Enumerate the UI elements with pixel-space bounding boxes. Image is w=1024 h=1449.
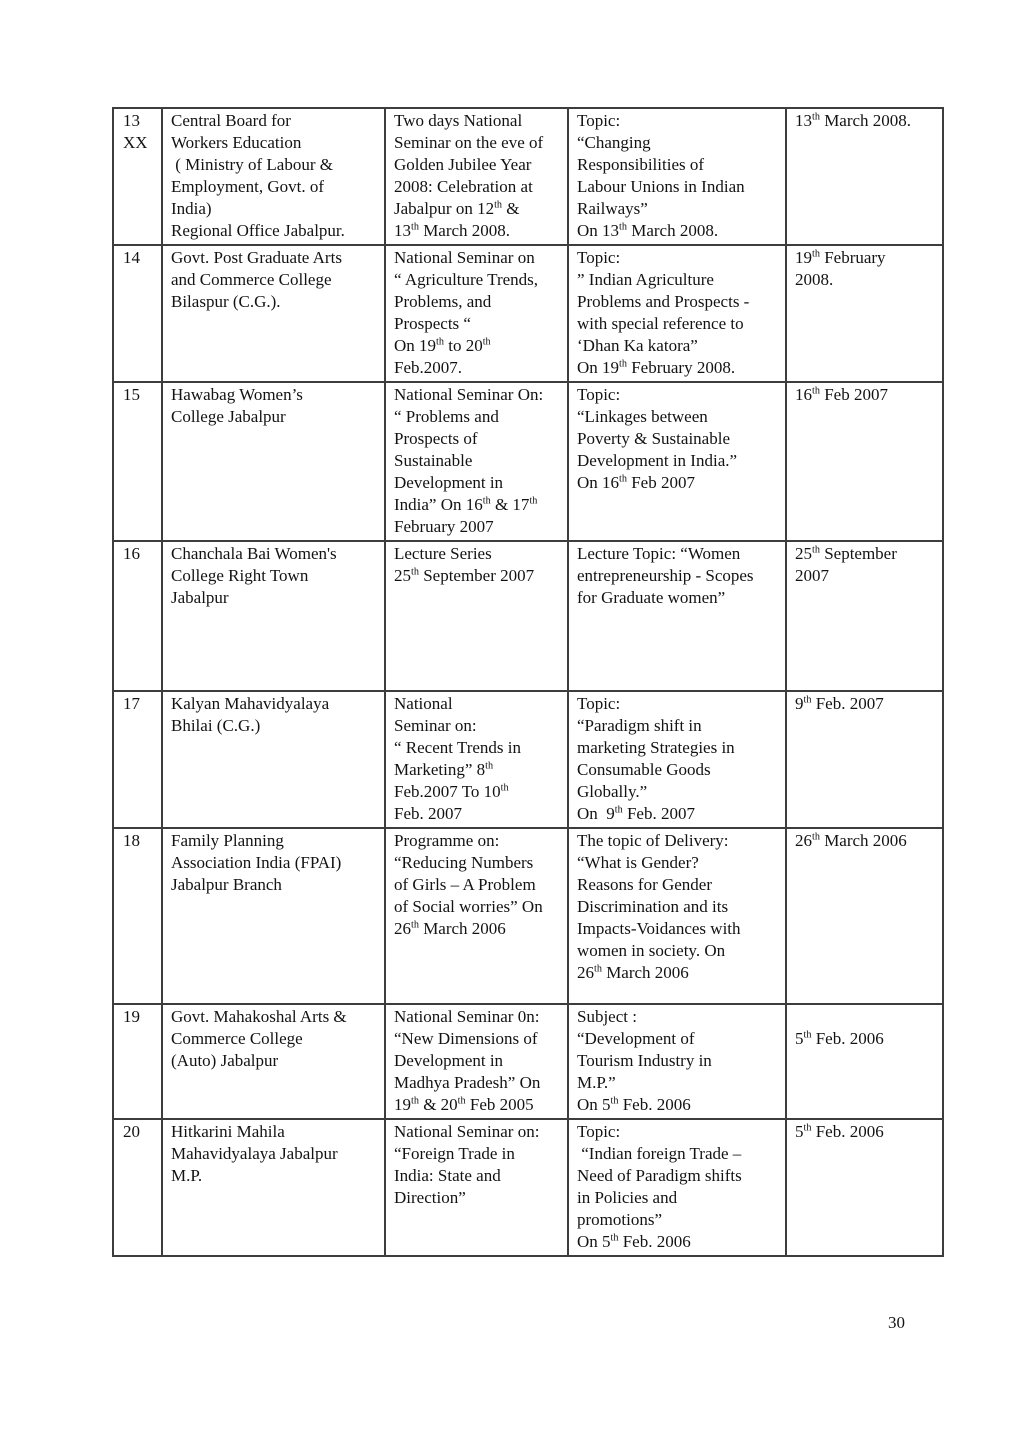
table-row [113, 1119, 943, 1256]
cell-seminar: National Seminar On: “ Problems and Prospects of Sustainable Development in India” On 16th & 17th February 2007 [385, 382, 568, 541]
cell-topic: Topic: “Changing Responsibilities of Labour Unions in Indian Railways” On 13th March 2008. [568, 108, 786, 245]
cell-seminar: Two days National Seminar on the eve of Golden Jubilee Year 2008: Celebration at Jabalpur on 12th & 13th March 2008. [385, 108, 568, 245]
cell-date: 5th Feb. 2006 [786, 1004, 943, 1119]
cell-organization: Hitkarini Mahila Mahavidyalaya Jabalpur M.P. [162, 1119, 385, 1256]
cell-organization: Govt. Post Graduate Arts and Commerce College Bilaspur (C.G.). [162, 245, 385, 382]
cell-seminar: National Seminar 0n: “New Dimensions of Development in Madhya Pradesh” On 19th & 20th Feb 2005 [385, 1004, 568, 1119]
cell-date: 13th March 2008. [786, 108, 943, 245]
table-row [113, 828, 943, 1004]
cell-date: 25th September 2007 [786, 541, 943, 691]
cell-topic: Subject : “Development of Tourism Industry in M.P.” On 5th Feb. 2006 [568, 1004, 786, 1119]
cell-organization: Govt. Mahakoshal Arts & Commerce College (Auto) Jabalpur [162, 1004, 385, 1119]
cell-topic: The topic of Delivery: “What is Gender? Reasons for Gender Discrimination and its Impacts-Voidances with women in society. On 26th March 2006 [568, 828, 786, 1004]
seminar-table [112, 107, 944, 1257]
cell-no: 18 [113, 828, 162, 1004]
cell-seminar: Programme on: “Reducing Numbers of Girls – A Problem of Social worries” On 26th March 2006 [385, 828, 568, 1004]
cell-seminar: Lecture Series 25th September 2007 [385, 541, 568, 691]
cell-no: 13 XX [113, 108, 162, 245]
table-row [113, 382, 943, 541]
cell-topic: Topic: “Paradigm shift in marketing Strategies in Consumable Goods Globally.” On 9th Feb. 2007 [568, 691, 786, 828]
cell-date: 26th March 2006 [786, 828, 943, 1004]
cell-seminar: National Seminar on: “ Recent Trends in Marketing” 8th Feb.2007 To 10th Feb. 2007 [385, 691, 568, 828]
cell-date: 9th Feb. 2007 [786, 691, 943, 828]
cell-no: 16 [113, 541, 162, 691]
table-row [113, 1004, 943, 1119]
table-row [113, 245, 943, 382]
cell-no: 17 [113, 691, 162, 828]
cell-organization: Central Board for Workers Education ( Ministry of Labour & Employment, Govt. of India) Regional Office Jabalpur. [162, 108, 385, 245]
cell-date: 5th Feb. 2006 [786, 1119, 943, 1256]
table-row [113, 541, 943, 691]
cell-date: 16th Feb 2007 [786, 382, 943, 541]
cell-no: 15 [113, 382, 162, 541]
table-row [113, 108, 943, 245]
table-row [113, 691, 943, 828]
cell-organization: Hawabag Women’s College Jabalpur [162, 382, 385, 541]
cell-no: 19 [113, 1004, 162, 1119]
cell-topic: Topic: “Linkages between Poverty & Sustainable Development in India.” On 16th Feb 2007 [568, 382, 786, 541]
cell-no: 20 [113, 1119, 162, 1256]
cell-organization: Chanchala Bai Women's College Right Town Jabalpur [162, 541, 385, 691]
cell-no: 14 [113, 245, 162, 382]
cell-seminar: National Seminar on “ Agriculture Trends, Problems, and Prospects “ On 19th to 20th Feb.2007. [385, 245, 568, 382]
cell-date: 19th February 2008. [786, 245, 943, 382]
cell-organization: Family Planning Association India (FPAI) Jabalpur Branch [162, 828, 385, 1004]
cell-topic: Lecture Topic: “Women entrepreneurship - Scopes for Graduate women” [568, 541, 786, 691]
cell-organization: Kalyan Mahavidyalaya Bhilai (C.G.) [162, 691, 385, 828]
seminar-table-body [113, 108, 943, 1256]
cell-topic: Topic: “Indian foreign Trade – Need of Paradigm shifts in Policies and promotions” On 5th Feb. 2006 [568, 1119, 786, 1256]
page-number: 30 [888, 1313, 905, 1332]
cell-seminar: National Seminar on: “Foreign Trade in India: State and Direction” [385, 1119, 568, 1256]
cell-topic: Topic: ” Indian Agriculture Problems and Prospects - with special reference to ‘Dhan Ka katora” On 19th February 2008. [568, 245, 786, 382]
